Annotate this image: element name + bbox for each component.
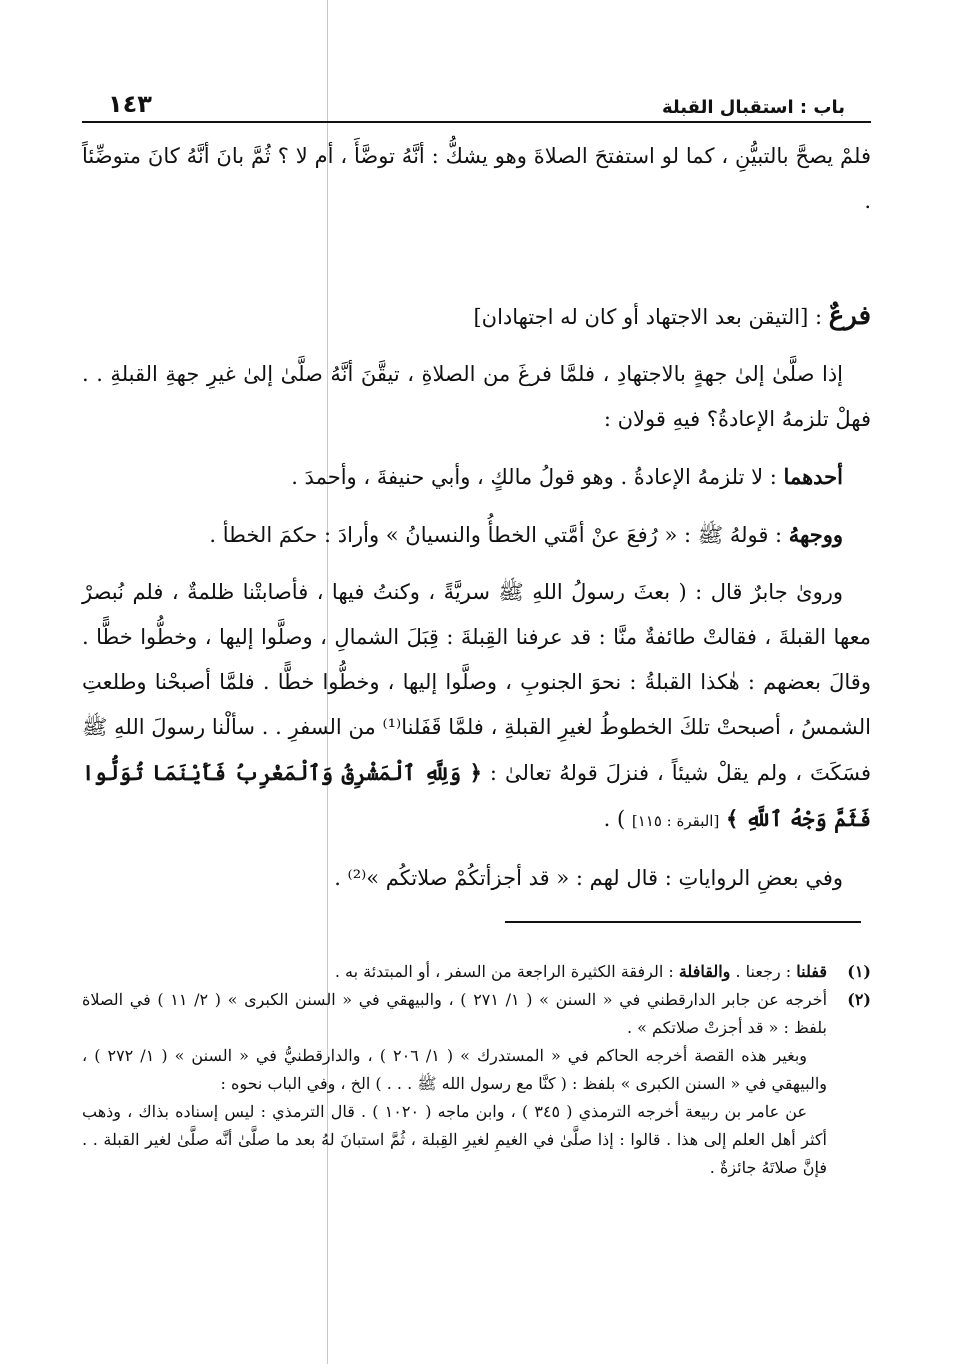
first-opinion-label: أحدهما [783, 464, 843, 489]
reasoning-text: : قولهُ ﷺ : « رُفعَ عنْ أمَّتي الخطأُ والنسيانُ » وأرادَ : حكمَ الخطأ . [209, 523, 789, 547]
paragraph-6: وفي بعضِ الرواياتِ : قال لهم : « قد أجزأتكُمْ صلاتكُم »⁽²⁾ . [334, 866, 843, 890]
footnote-2 [82, 986, 871, 1042]
footnote-1-gloss-1: : رجعنا . [730, 962, 797, 981]
footnote-2-paragraph-3: عن عامر بن ربيعة أخرجه الترمذي ( ٣٤٥ ) ، وابن ماجه ( ١٠٢٠ ) . قال الترمذي : ليس إسناده بذاك ، وذهب أكثر أهل العلم إلى هذا . قالوا : إذا صلَّىٰ في الغيمِ لغيرِ القِبلة ، ثُمَّ استبانَ لهُ بعد ما صلَّىٰ أنَّه صلَّىٰ لغير القبلة . . فإنَّ صلاتَهُ جائزةٌ . [82, 1102, 827, 1177]
paragraph-spacer [82, 844, 871, 856]
reasoning-label: ووجههُ [788, 522, 843, 547]
paragraph-1: فلمْ يصحَّ بالتبيُّنِ ، كما لو استفتحَ الصلاةَ وهو يشكُّ : أنَّهُ توضَّأَ ، أم لا ؟ ثُمَّ بانَ أنَّهُ كانَ متوضِّئاً . [82, 144, 871, 213]
footnote-2-body: أخرجه عن جابر الدارقطني في « السنن » ( ١/ ٢٧١ ) ، والبيهقي في « السنن الكبرى » ( ٢/ ١١ ) في الصلاة بلفظ : « قد أجزتْ صلاتكم » . [82, 990, 828, 1037]
section-spacer [82, 224, 871, 294]
paragraph-3 [82, 454, 871, 500]
footnote-1 [82, 958, 871, 986]
far-title: : [التيقن بعد الاجتهاد أو كان له اجتهادان] [473, 305, 829, 329]
footnote-2-number: (٢) [847, 990, 871, 1009]
footnote-1-term-2: والقافلة [678, 962, 731, 981]
footnotes [82, 958, 871, 1182]
section-spacer-small [82, 340, 871, 352]
paragraph-2: إذا صلَّىٰ إلىٰ جهةٍ بالاجتهادِ ، فلمَّا فرغَ من الصلاةِ ، تيقَّنَ أنَّهُ صلَّىٰ إلىٰ غيرِ جهةِ القبلةِ . . فهلْ تلزمهُ الإعادةُ؟ فيهِ قولان : [82, 362, 871, 431]
verse-reference: [البقرة : ١١٥] [631, 812, 720, 830]
paragraph-spacer [82, 558, 871, 570]
far-heading [82, 294, 871, 340]
footnote-1-body [82, 958, 827, 986]
paragraph-5 [82, 570, 871, 844]
paragraph-spacer [82, 442, 871, 454]
page-number: ١٤٣ [108, 90, 152, 118]
footnotes-rule [505, 921, 861, 923]
running-header [108, 88, 845, 118]
hadith-narration: وروىٰ جابرٌ قال : ( بعثَ رسولُ اللهِ ﷺ سريَّةً ، وكنتُ فيها ، فأصابتْنا ظلمةٌ ، فلم نُبصرْ معها القبلةَ ، فقالتْ طائفةٌ منَّا : قد عرفنا القِبلةَ : قِبَلَ الشمالِ ، وصلَّوا إليها ، وخطُّوا خطًّا . وقالَ بعضهم : هٰكذا القبلةُ : نحوَ الجنوبِ ، وصلَّوا إليها ، وخطُّوا خطًّا . فلمَّا أصبحْنا وطلعتِ الشمسُ ، أصبحتْ تلكَ الخطوطُ لغيرِ القبلةِ ، فلمَّا قَفَلنا⁽¹⁾ من السفرِ . . سألْنا رسولَ اللهِ ﷺ فسَكَتَ ، ولم يقلْ شيئاً ، فنزلَ قولهُ تعالىٰ : [82, 580, 871, 785]
chapter-title: باب : استقبال القبلة [662, 97, 845, 118]
paragraph-4 [82, 512, 871, 558]
footnote-1-number: (١) [847, 962, 871, 981]
first-opinion-text: : لا تلزمهُ الإعادةُ . وهو قولُ مالكٍ ، وأبي حنيفةَ ، وأحمدَ . [291, 465, 784, 489]
footnote-1-term-1: قفلنا [796, 962, 827, 981]
main-text [82, 134, 871, 901]
verse-closing: ) . [603, 807, 632, 831]
footnote-1-gloss-2: : الرفقة الكثيرة الراجعة من السفر ، أو المبتدئة به . [334, 962, 679, 981]
paragraph-spacer [82, 500, 871, 512]
footnote-2-paragraph-2: وبغير هذه القصة أخرجه الحاكم في « المستدرك » ( ١/ ٢٠٦ ) ، والدارقطنيُّ في « السنن » ( ١/ ٢٧٢ ) ، والبيهقي في « السنن الكبرى » بلفظ : ( كنَّا مع رسول الله ﷺ . . . ) الخ ، وفي الباب نحوه : [82, 1046, 827, 1093]
header-rule [82, 121, 871, 123]
far-label: فرعٌ [828, 301, 871, 331]
quran-verse: ﴿ وَلِلَّهِ ٱلْمَشْرِقُ وَٱلْمَغْرِبُ فَأَيْنَمَا تُوَلُّوا فَثَمَّ وَجْهُ ٱللَّهِ ﴾ [82, 760, 871, 831]
